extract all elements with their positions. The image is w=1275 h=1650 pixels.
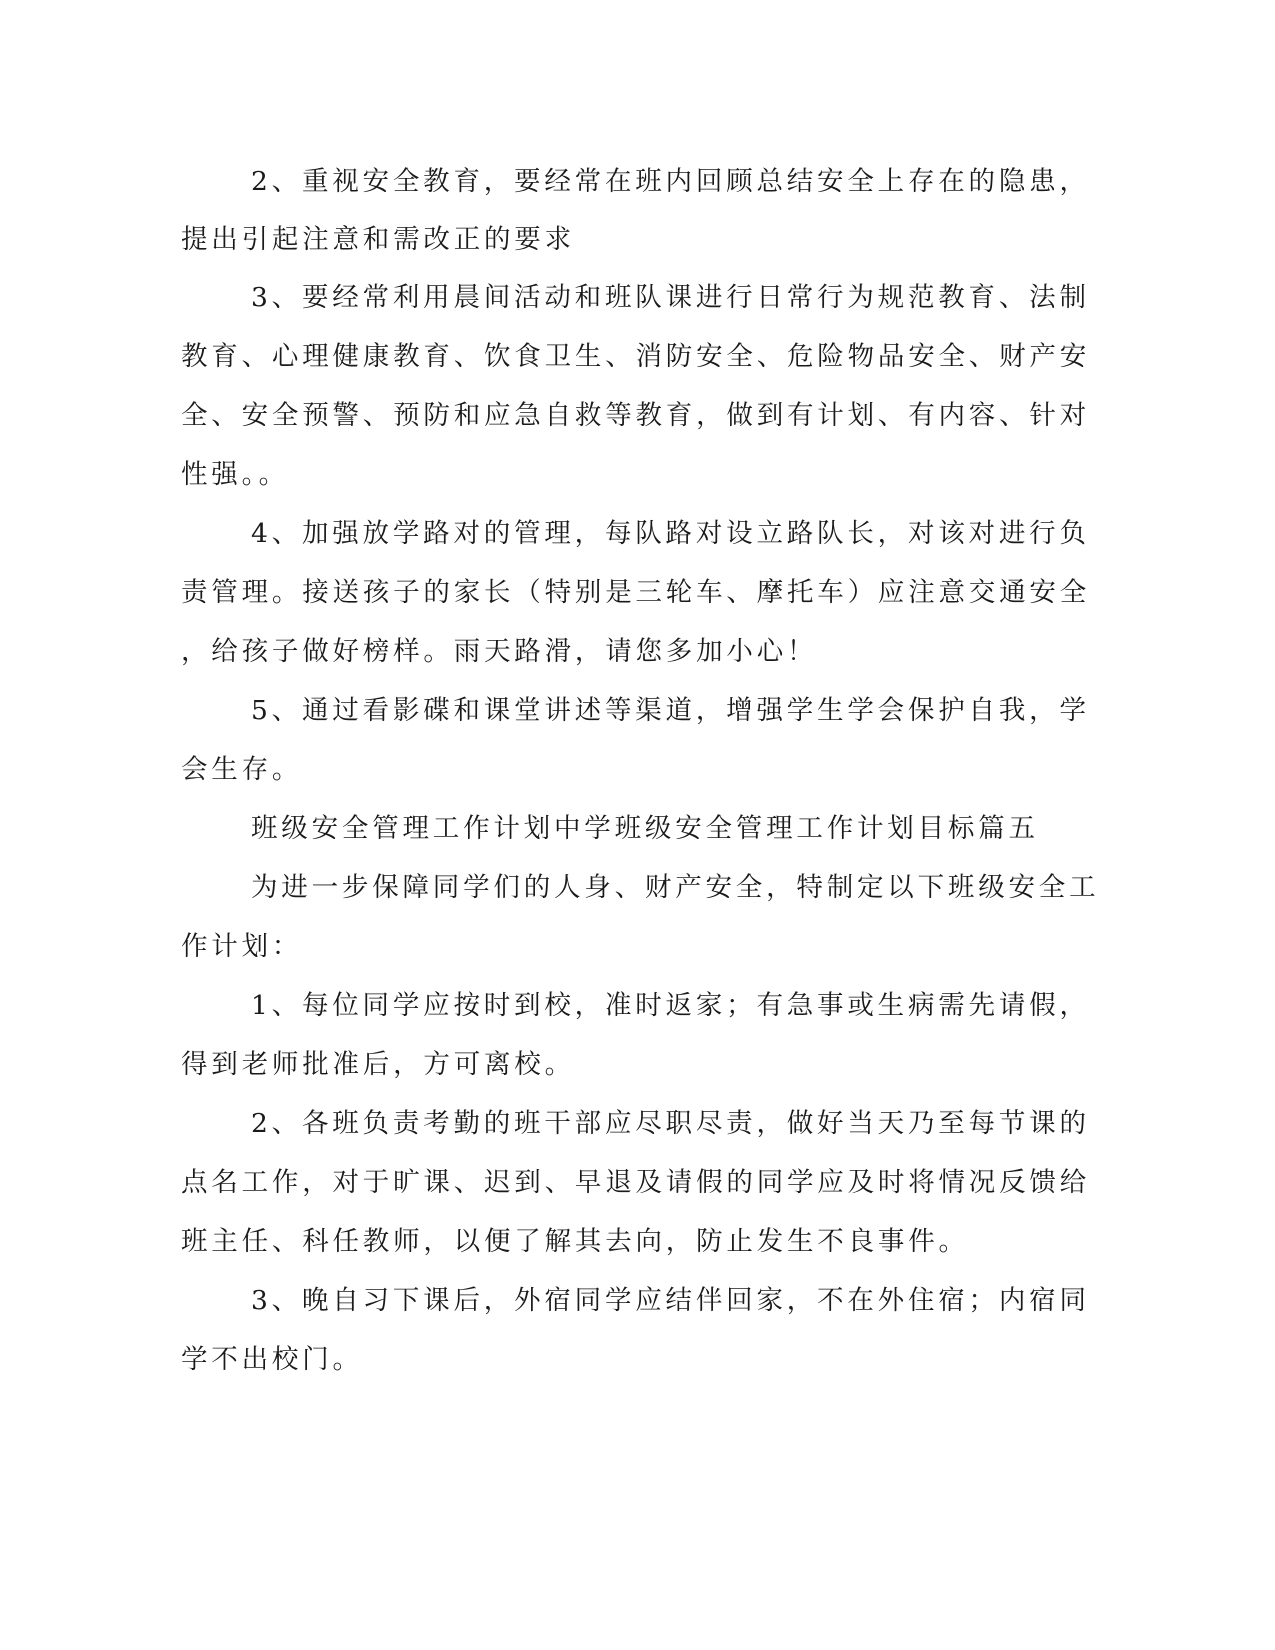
paragraph-line: 责管理。接送孩子的家长（特别是三轮车、摩托车）应注意交通安全 xyxy=(181,577,1090,608)
paragraph-line: 教育、心理健康教育、饮食卫生、消防安全、危险物品安全、财产安 xyxy=(181,341,1090,372)
paragraph-line: 1、每位同学应按时到校，准时返家；有急事或生病需先请假， xyxy=(251,990,1090,1021)
paragraph-line: 得到老师批准后，方可离校。 xyxy=(181,1049,575,1080)
paragraph-line: 提出引起注意和需改正的要求 xyxy=(181,224,575,255)
paragraph-line: 2、各班负责考勤的班干部应尽职尽责，做好当天乃至每节课的 xyxy=(251,1108,1090,1139)
paragraph-line: 性强。。 xyxy=(181,459,289,490)
paragraph-line: 班主任、科任教师，以便了解其去向，防止发生不良事件。 xyxy=(181,1226,969,1257)
paragraph-line: 3、晚自习下课后，外宿同学应结伴回家，不在外住宿；内宿同 xyxy=(251,1285,1090,1316)
paragraph-line: 5、通过看影碟和课堂讲述等渠道，增强学生学会保护自我，学 xyxy=(251,695,1090,726)
paragraph-line: 作计划： xyxy=(181,931,303,962)
section-heading: 班级安全管理工作计划中学班级安全管理工作计划目标篇五 xyxy=(251,813,1039,844)
paragraph-line: ，给孩子做好榜样。雨天路滑，请您多加小心！ xyxy=(181,636,818,667)
paragraph-line: 学不出校门。 xyxy=(181,1344,363,1375)
paragraph-line: 为进一步保障同学们的人身、财产安全，特制定以下班级安全工 xyxy=(251,872,1100,903)
paragraph-line: 3、要经常利用晨间活动和班队课进行日常行为规范教育、法制 xyxy=(251,282,1090,313)
paragraph-line: 全、安全预警、预防和应急自救等教育，做到有计划、有内容、针对 xyxy=(181,400,1090,431)
paragraph-line: 2、重视安全教育，要经常在班内回顾总结安全上存在的隐患， xyxy=(251,166,1090,197)
paragraph-line: 会生存。 xyxy=(181,754,303,785)
paragraph-line: 4、加强放学路对的管理，每队路对设立路队长，对该对进行负 xyxy=(251,518,1090,549)
paragraph-line: 点名工作，对于旷课、迟到、早退及请假的同学应及时将情况反馈给 xyxy=(181,1167,1090,1198)
